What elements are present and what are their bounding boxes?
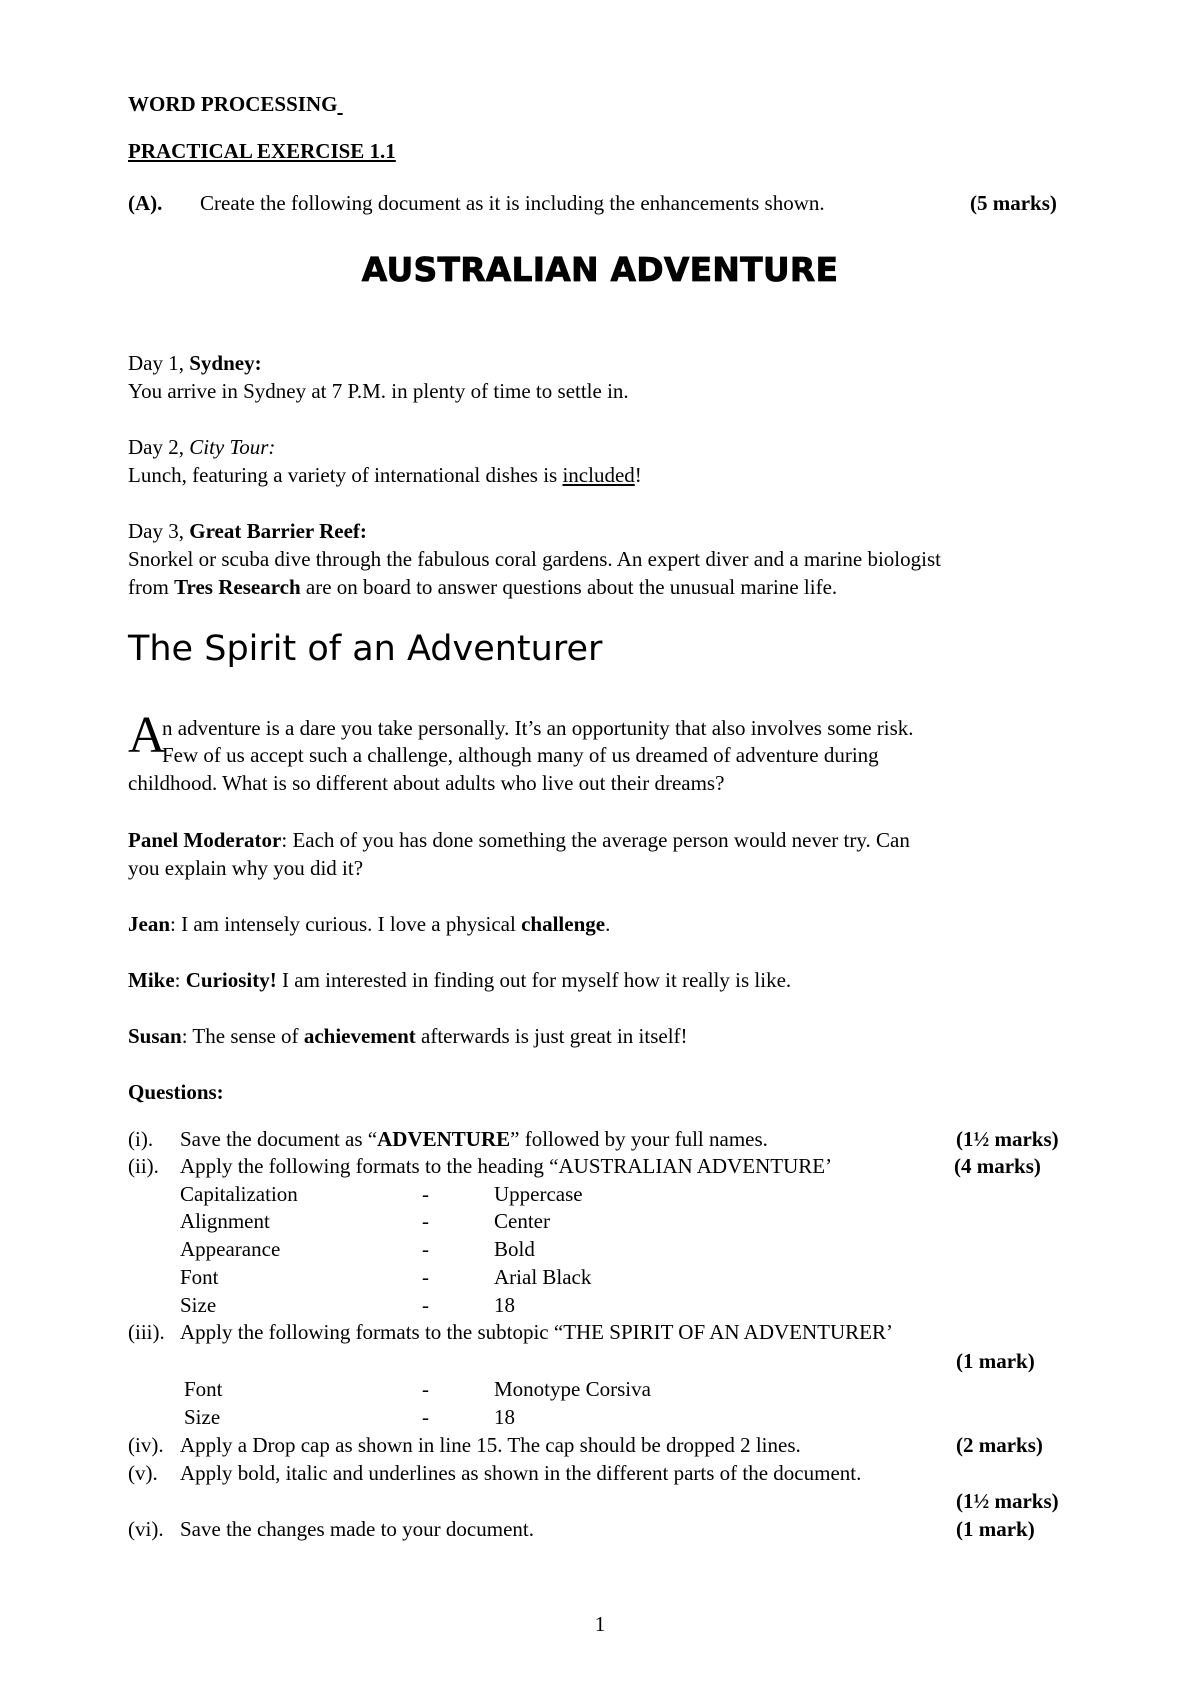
q4-text: Apply a Drop cap as shown in line 15. The cap should be dropped 2 lines. (180, 1433, 801, 1457)
mike-bold: Curiosity! (185, 968, 277, 992)
moderator-line1 (128, 828, 910, 853)
day-3-heading (128, 519, 367, 544)
jean-name: Jean (128, 912, 170, 936)
intro-line2: Few of us accept such a challenge, although many of us dreamed of adventure during (162, 743, 879, 767)
q2-format-name: Size (180, 1293, 217, 1317)
q3-number: (iii). (128, 1320, 165, 1344)
intro-line1: n adventure is a dare you take personally. It’s an opportunity that also involves some risk. (162, 716, 914, 740)
q3-format-dash: - (422, 1377, 429, 1401)
q3-marks: (1 mark) (956, 1349, 1035, 1373)
jean-text: : I am intensely curious. I love a physical (170, 912, 522, 936)
q2-text: Apply the following formats to the heading “AUSTRALIAN ADVENTURE’ (180, 1154, 833, 1178)
document-title: AUSTRALIAN ADVENTURE (361, 250, 839, 289)
heading-underscore (337, 92, 342, 116)
q1-text-a: Save the document as “ (180, 1127, 378, 1151)
day-1-prefix: Day 1, (128, 351, 190, 375)
drop-cap: A (128, 707, 166, 764)
susan-bold: achievement (303, 1024, 416, 1048)
q1-text-b: ” followed by your full names. (510, 1127, 768, 1151)
part-a-marks: (5 marks) (970, 191, 1057, 215)
day-2-prefix: Day 2, (128, 435, 190, 459)
q6-marks: (1 mark) (956, 1517, 1035, 1541)
q2-format-name: Font (180, 1265, 219, 1289)
q1-bold: ADVENTURE (377, 1127, 511, 1151)
day-2-heading (128, 435, 275, 460)
q2-number: (ii). (128, 1154, 159, 1178)
q2-format-value: Center (494, 1209, 550, 1233)
moderator-name: Panel Moderator (128, 828, 282, 852)
q2-format-name: Appearance (180, 1237, 281, 1261)
day-1-text: You arrive in Sydney at 7 P.M. in plenty of time to settle in. (128, 379, 629, 403)
mike-text: I am interested in finding out for myself how it really is like. (276, 968, 792, 992)
day-3-text-line2 (128, 575, 837, 600)
day-3-place: Great Barrier Reef: (189, 519, 367, 543)
susan-end: afterwards is just great in itself! (415, 1024, 688, 1048)
exercise-heading: PRACTICAL EXERCISE 1.1 (128, 139, 396, 163)
q2-format-name: Capitalization (180, 1182, 298, 1206)
mike-name: Mike (128, 968, 175, 992)
q1-text (180, 1127, 768, 1152)
q1-number: (i). (128, 1127, 154, 1151)
day-3-company: Tres Research (174, 575, 301, 599)
day-3-text-line1: Snorkel or scuba dive through the fabulous coral gardens. An expert diver and a marine biologist (128, 547, 941, 571)
mike-line (128, 968, 791, 993)
subtopic-heading: The Spirit of an Adventurer (128, 629, 603, 669)
q3-format-value: 18 (494, 1405, 515, 1429)
q3-format-value: Monotype Corsiva (494, 1377, 651, 1401)
q1-marks: (1½ marks) (956, 1127, 1059, 1151)
moderator-text: : Each of you has done something the average person would never try. Can (281, 828, 910, 852)
q2-format-name: Alignment (180, 1209, 270, 1233)
q4-number: (iv). (128, 1433, 164, 1457)
jean-line (128, 912, 610, 937)
q5-marks: (1½ marks) (956, 1489, 1059, 1513)
susan-name: Susan (128, 1024, 182, 1048)
q3-format-dash: - (422, 1405, 429, 1429)
q2-format-value: 18 (494, 1293, 515, 1317)
q5-text: Apply bold, italic and underlines as shown in the different parts of the document. (180, 1461, 862, 1485)
q2-marks: (4 marks) (954, 1154, 1041, 1178)
mike-sep: : (174, 968, 186, 992)
susan-text: : The sense of (181, 1024, 304, 1048)
day-2-text-main: Lunch, featuring a variety of international dishes is (128, 463, 563, 487)
q3-format-name: Font (184, 1377, 223, 1401)
q2-format-dash: - (422, 1265, 429, 1289)
intro-line3: childhood. What is so different about adults who live out their dreams? (128, 771, 725, 795)
q2-format-dash: - (422, 1182, 429, 1206)
q2-format-dash: - (422, 1237, 429, 1261)
jean-end: . (605, 912, 611, 936)
jean-bold: challenge (521, 912, 606, 936)
q6-number: (vi). (128, 1517, 164, 1541)
q2-format-value: Uppercase (494, 1182, 583, 1206)
q2-format-dash: - (422, 1209, 429, 1233)
page-number: 1 (594, 1612, 606, 1636)
q6-text: Save the changes made to your document. (180, 1517, 534, 1541)
q2-format-dash: - (422, 1293, 429, 1317)
day-3-rest: are on board to answer questions about the unusual marine life. (300, 575, 838, 599)
q3-format-name: Size (184, 1405, 221, 1429)
day-2-underlined: included (562, 463, 635, 487)
q2-format-value: Bold (494, 1237, 535, 1261)
day-3-prefix: Day 3, (128, 519, 190, 543)
q4-marks: (2 marks) (956, 1433, 1043, 1457)
section-heading-text: WORD PROCESSING (128, 92, 338, 116)
day-2-text (128, 463, 642, 488)
day-1-heading (128, 351, 262, 376)
day-2-place: City Tour: (189, 435, 276, 459)
q5-number: (v). (128, 1461, 158, 1485)
part-a-text: Create the following document as it is including the enhancements shown. (200, 191, 825, 215)
moderator-line2: you explain why you did it? (128, 856, 364, 880)
susan-line (128, 1024, 688, 1049)
day-3-from: from (128, 575, 175, 599)
section-heading (128, 92, 343, 117)
q3-text: Apply the following formats to the subtopic “THE SPIRIT OF AN ADVENTURER’ (180, 1320, 893, 1344)
day-2-end: ! (634, 463, 642, 487)
day-1-place: Sydney: (189, 351, 262, 375)
questions-heading: Questions: (128, 1080, 224, 1104)
part-a-label: (A). (128, 191, 163, 215)
q2-format-value: Arial Black (494, 1265, 592, 1289)
